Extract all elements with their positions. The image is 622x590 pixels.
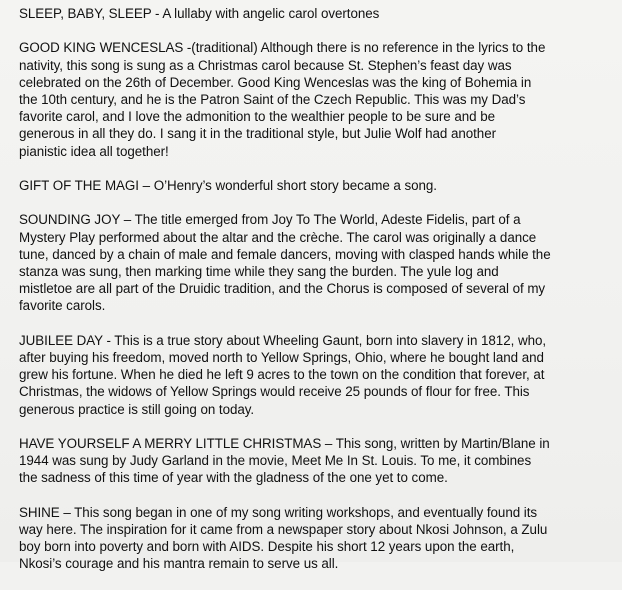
liner-notes-text <box>19 5 619 590</box>
gift-of-the-magi-paragraph <box>19 177 619 194</box>
text-line: Christmas, the widows of Yellow Springs would receive 25 pounds of flour for free. This <box>19 384 530 400</box>
text-line: Mystery Play performed about the altar and the crèche. The carol was originally a dance <box>19 229 537 245</box>
jubilee-day-paragraph <box>19 332 619 418</box>
text-line: HAVE YOURSELF A MERRY LITTLE CHRISTMAS – This song, written by Martin/Blane in <box>19 436 550 451</box>
text-line: generous practice is still going on today. <box>19 401 255 417</box>
text-line: generous in all they do. I sang it in the traditional style, but Julie Wolf had another <box>19 126 497 142</box>
merry-little-christmas-paragraph <box>19 435 619 487</box>
text-line: GIFT OF THE MAGI – O’Henry’s wonderful short story became a song. <box>19 178 437 193</box>
shine-paragraph <box>19 504 619 573</box>
text-line: mistletoe are all part of the Druidic tradition, and the Chorus is composed of several of my <box>19 281 546 297</box>
text-line: GOOD KING WENCESLAS -(traditional) Although there is no reference in the lyrics to the <box>19 40 546 56</box>
sleep-baby-sleep-paragraph <box>19 5 619 22</box>
text-line: 1944 was sung by Judy Garland in the movie, Meet Me In St. Louis. To me, it combines <box>19 453 532 469</box>
text-line: the 10th century, and he is the Patron Saint of the Czech Republic. This was my Dad’s <box>19 92 526 107</box>
text-line: stanza was sung, then marking time while they sang the burden. The yule log and <box>19 264 499 279</box>
text-line: boy born into poverty and born with AIDS. Despite his short 12 years upon the earth, <box>19 539 515 555</box>
text-line: way here. The inspiration for it came from a newspaper story about Nkosi Johnson, a Zulu <box>19 522 548 537</box>
text-line: favorite carols. <box>19 298 106 314</box>
sounding-joy-paragraph <box>19 211 619 314</box>
text-line: after buying his freedom, moved north to Yellow Springs, Ohio, where he bought land and <box>19 350 544 365</box>
text-line: SLEEP, BABY, SLEEP - A lullaby with angelic carol overtones <box>19 6 380 21</box>
text-line: SHINE – This song began in one of my song writing workshops, and eventually found its <box>19 504 538 520</box>
text-line: celebrated on the 26th of December. Good King Wenceslas was the king of Bohemia in <box>19 74 532 90</box>
text-line: Nkosi’s courage and his mantra remain to serve us all. <box>19 556 339 572</box>
text-line: JUBILEE DAY - This is a true story about Wheeling Gaunt, born into slavery in 1812, who, <box>19 332 547 348</box>
text-line: favorite carol, and I love the admonition to the wealthier people to be sure and be <box>19 109 495 125</box>
good-king-wenceslas-paragraph <box>19 39 619 159</box>
text-line: pianistic idea all together! <box>19 143 169 159</box>
text-line: nativity, this song is sung as a Christmas carol because St. Stephen’s feast day was <box>19 57 512 73</box>
text-line: the sadness of this time of year with the gladness of the one yet to come. <box>19 470 448 486</box>
text-line: SOUNDING JOY – The title emerged from Joy To The World, Adeste Fidelis, part of a <box>19 212 521 228</box>
text-line: tune, danced by a chain of male and female dancers, moving with clasped hands while the <box>19 246 551 262</box>
text-line: grew his fortune. When he died he left 9 acres to the town on the condition that forever, at <box>19 367 545 383</box>
